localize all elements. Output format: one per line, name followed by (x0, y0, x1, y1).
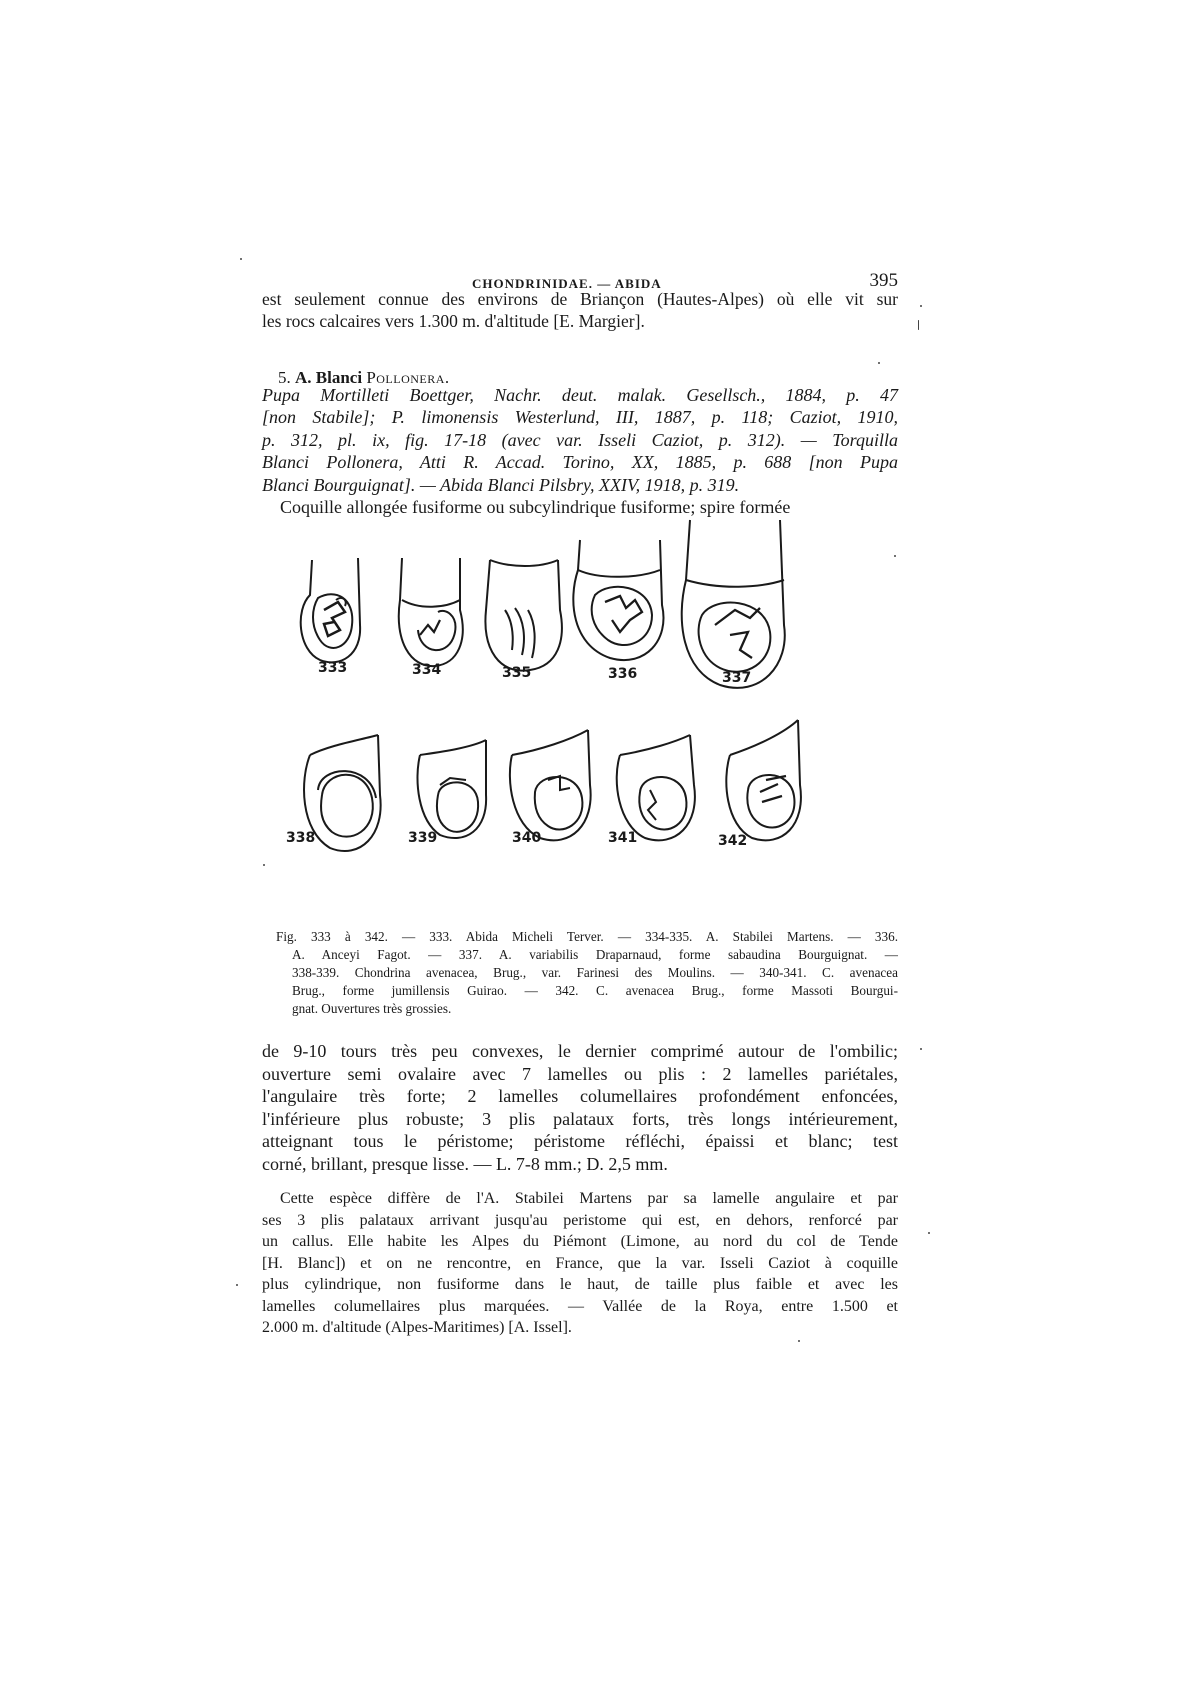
remarks-line: [H. Blanc]) et on ne rencontre, en France, que la var. Isseli Caziot à coquille (262, 1254, 898, 1272)
synonymy-line: Pupa Mortilleti Boettger, Nachr. deut. malak. Gesellsch., 1884, p. 47 (262, 384, 898, 405)
figure-label: 337 (722, 670, 752, 686)
figure-label: 341 (608, 830, 638, 846)
synonymy-line: [non Stabile]; P. limonensis Westerlund, III, 1887, p. 118; Caziot, 1910, (262, 407, 898, 427)
figure-caption (276, 928, 898, 1018)
description-line: de 9-10 tours très peu convexes, le dernier comprimé autour de l'ombilic; (262, 1041, 898, 1061)
figure-label: 333 (318, 660, 348, 676)
remarks-line: un callus. Elle habite les Alpes du Piémont (Limone, au nord du col de Tende (262, 1233, 898, 1250)
remarks-line: ses 3 plis palataux arrivant jusqu'au peristome qui est, en dehors, renforcé par (262, 1211, 898, 1229)
shell-figure-334 (399, 558, 463, 666)
figure-label: 339 (408, 830, 438, 846)
caption-line: A. Anceyi Fagot. — 337. A. variabilis Draparnaud, forme sabaudina Bourguignat. — (292, 947, 898, 962)
figure-label: 340 (512, 830, 542, 846)
figure-label: 335 (502, 665, 532, 681)
remarks-paragraph (262, 1188, 898, 1339)
intro-paragraph (262, 288, 898, 332)
synonymy-line: Blanci Bourguignat]. — Abida Blanci Pilsbry, XXIV, 1918, p. 319. (262, 474, 740, 495)
text-line: est seulement connue des environs de Briançon (Hautes-Alpes) où elle vit sur (262, 289, 898, 309)
figure-label: 334 (412, 662, 442, 678)
page-number: 395 (869, 270, 898, 291)
shell-figure-335 (485, 560, 561, 671)
remarks-line: 2.000 m. d'altitude (Alpes-Maritimes) [A. Issel]. (262, 1319, 572, 1336)
shell-figure-340 (510, 730, 591, 840)
description-line: ouverture semi ovalaire avec 7 lamelles ou plis : 2 lamelles pariétales, (262, 1063, 898, 1084)
description-line: l'angulaire très forte; 2 lamelles columellaires profondément enfoncées, (262, 1086, 898, 1106)
caption-line: Fig. 333 à 342. — 333. Abida Micheli Terver. — 334-335. A. Stabilei Martens. — 336. (276, 929, 898, 944)
remarks-line: lamelles columellaires plus marquées. — Vallée de la Roya, entre 1.500 et (262, 1297, 898, 1315)
species-author: Pollonera. (366, 368, 450, 387)
shell-figure-337 (682, 520, 785, 688)
remarks-line: plus cylindrique, non fusiforme dans le haut, de taille plus faible et avec les (262, 1276, 898, 1293)
species-number: 5. (278, 368, 291, 387)
shell-figure-341 (617, 735, 695, 840)
running-head: CHONDRINIDAE. — ABIDA (472, 276, 662, 291)
figure-label: 342 (718, 833, 748, 849)
species-name: A. Blanci (295, 368, 363, 387)
text-line: les rocs calcaires vers 1.300 m. d'altitude [E. Margier]. (262, 311, 645, 331)
synonymy-line: Blanci Pollonera, Atti R. Accad. Torino, XX, 1885, p. 688 [non Pupa (262, 452, 898, 472)
shell-figure-342 (726, 720, 801, 840)
shell-figure-336 (573, 540, 663, 660)
description-line: l'inférieure plus robuste; 3 plis palataux forts, très longs intérieurement, (262, 1108, 898, 1129)
caption-line: 338-339. Chondrina avenacea, Brug., var. Farinesi des Moulins. — 340-341. C. avenacea (292, 965, 898, 980)
description-intro (262, 496, 898, 518)
figure-label: 336 (608, 666, 638, 682)
remarks-line: Cette espèce diffère de l'A. Stabilei Martens par sa lamelle angulaire et par (280, 1190, 898, 1207)
description-line: corné, brillant, presque lisse. — L. 7-8 mm.; D. 2,5 mm. (262, 1153, 668, 1174)
figure-label: 338 (286, 830, 316, 846)
description-line: atteignant tous le péristome; péristome réfléchi, épaissi et blanc; test (262, 1131, 898, 1151)
shell-figure-333 (301, 558, 360, 662)
caption-line: Brug., forme jumillensis Guirao. — 342. C. avenacea Brug., forme Massoti Bourgui- (292, 983, 898, 998)
text-line: Coquille allongée fusiforme ou subcylindrique fusiforme; spire formée (280, 497, 791, 517)
shell-figure-338 (304, 735, 381, 851)
synonymy-line: p. 312, pl. ix, fig. 17-18 (avec var. Isseli Caziot, p. 312). — Torquilla (262, 429, 898, 450)
shell-figure-339 (417, 740, 486, 838)
synonymy-paragraph (262, 361, 898, 496)
description-paragraph (262, 1040, 898, 1175)
figure-shell-apertures (286, 540, 910, 910)
caption-line: gnat. Ouvertures très grossies. (292, 1001, 452, 1016)
